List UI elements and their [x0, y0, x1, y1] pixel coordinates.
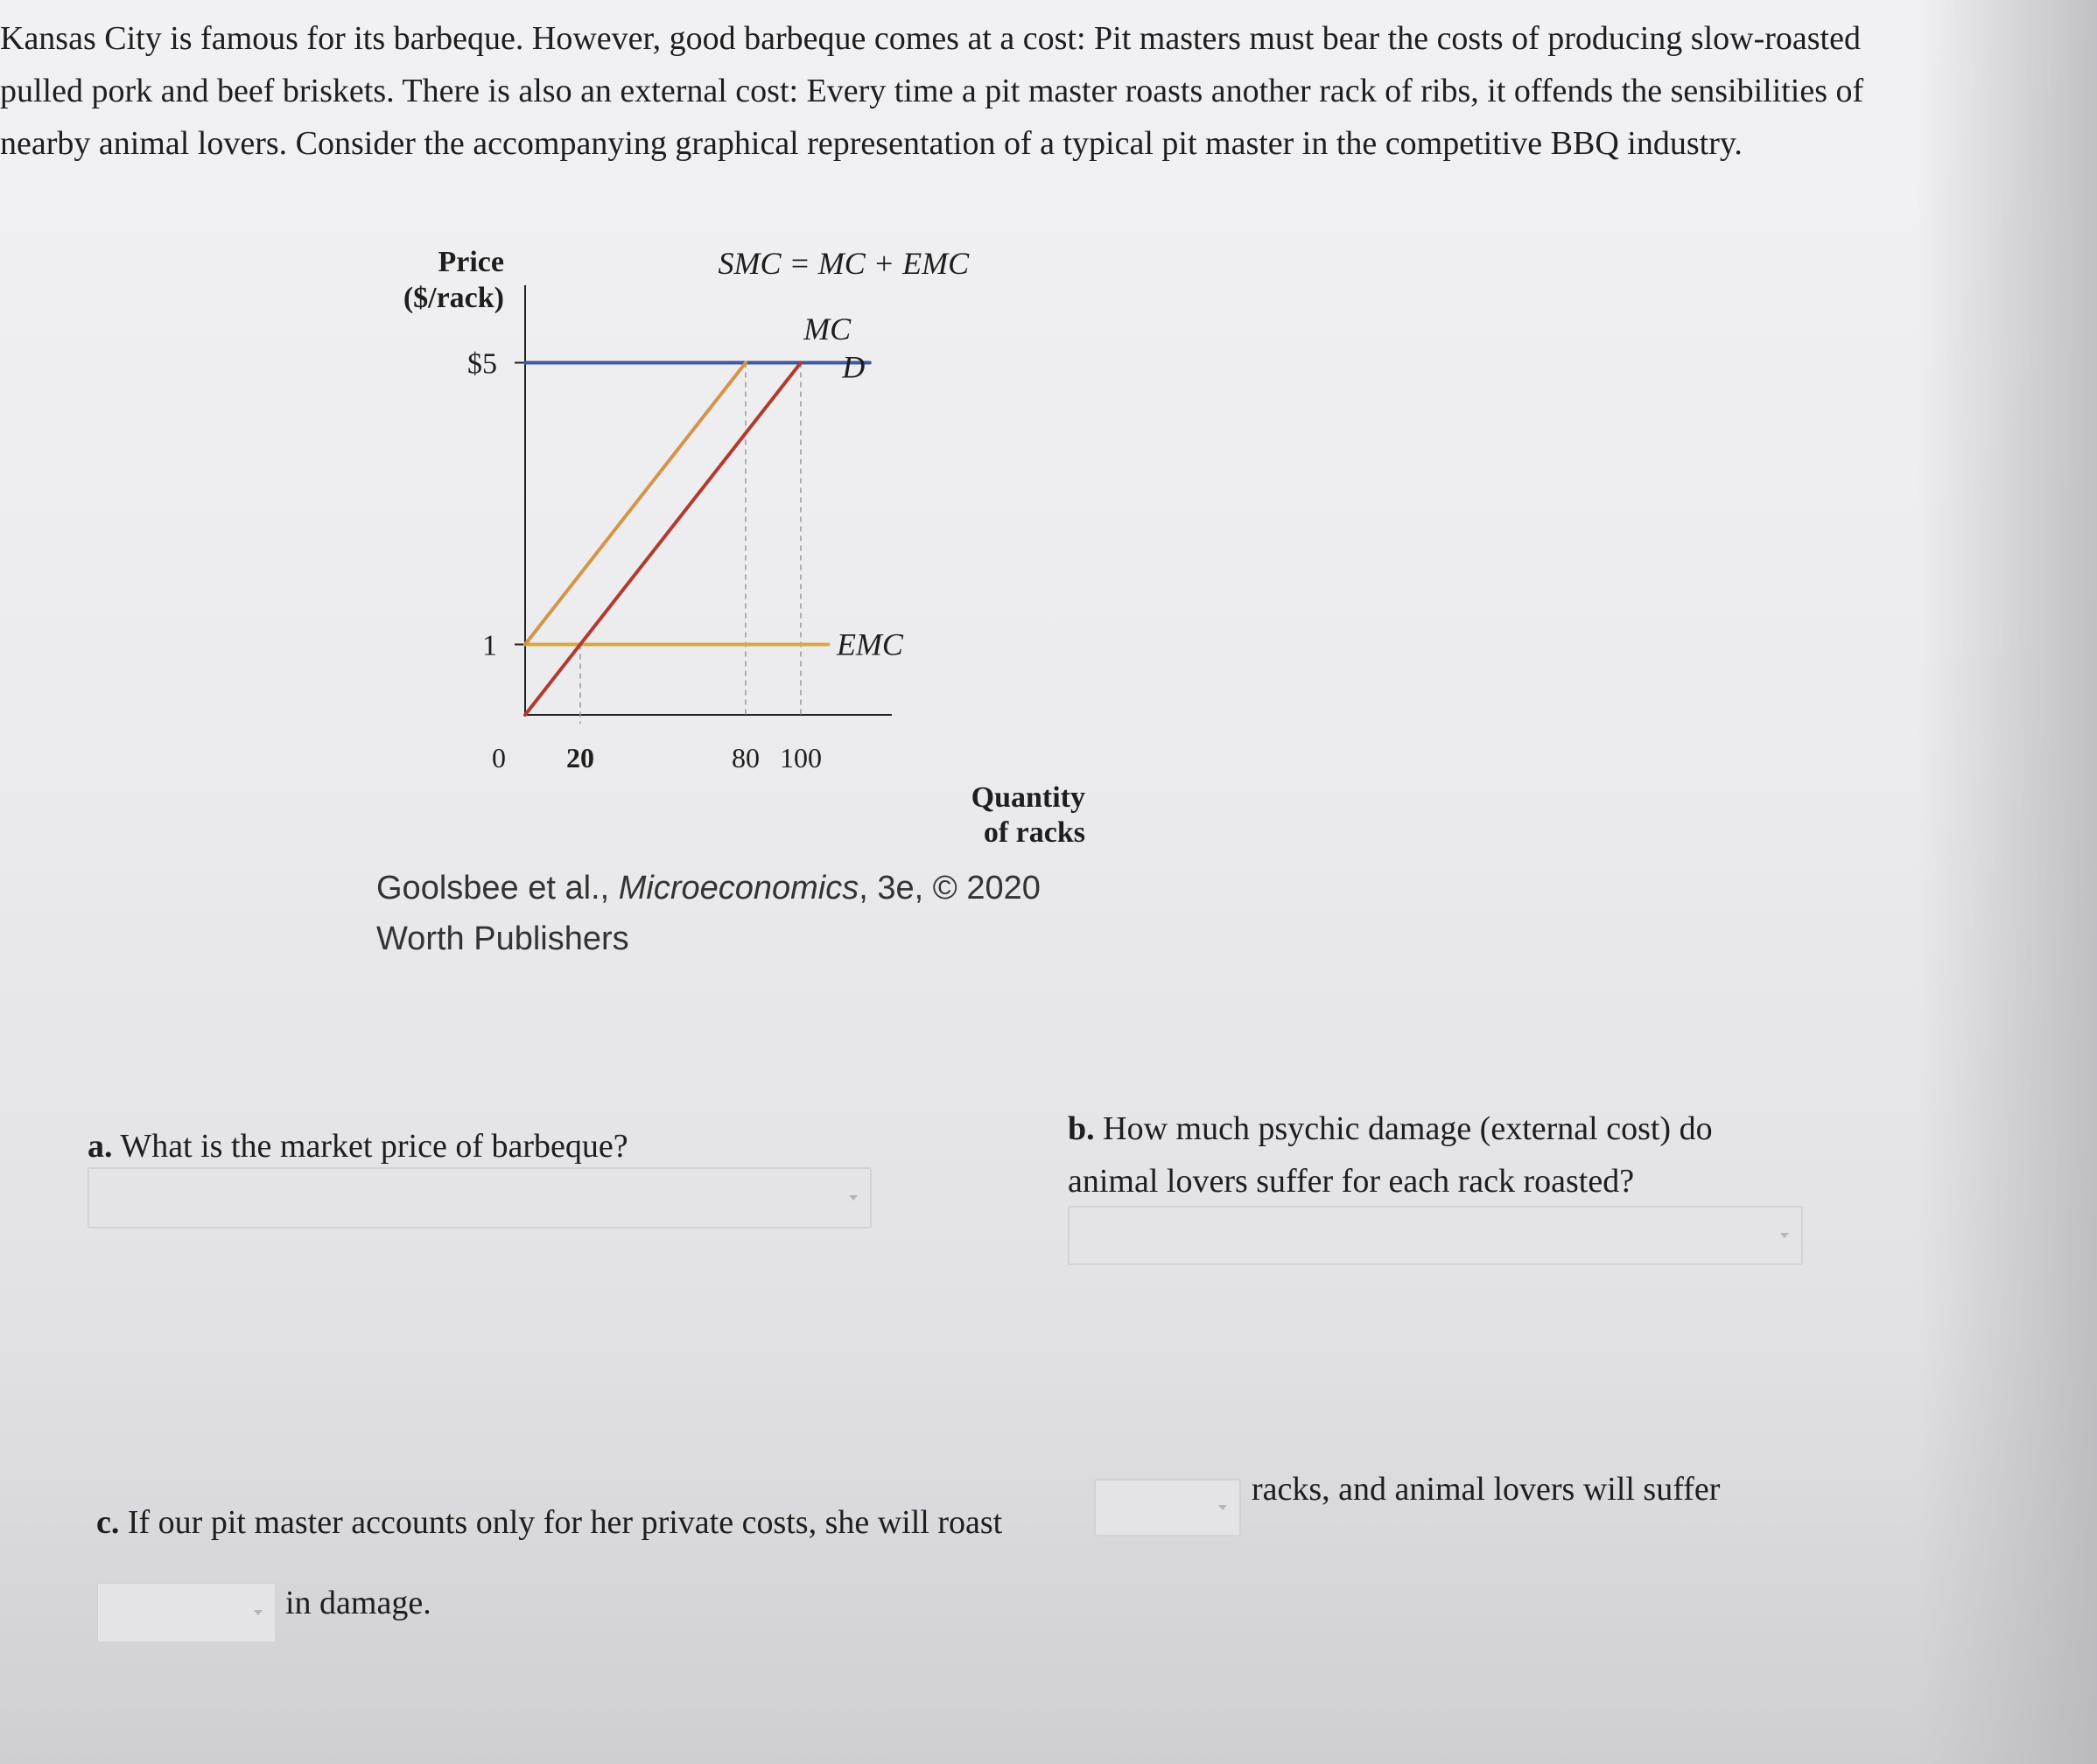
x-tick-label-80: 80	[732, 742, 760, 774]
figure-citation	[376, 863, 1041, 964]
chart-series	[525, 363, 870, 716]
label-emc: EMC	[836, 626, 903, 662]
y-axis-title-line1: Price	[438, 246, 504, 278]
y-axis-title-line2: ($/rack)	[403, 282, 504, 314]
x-tick-label-100: 100	[780, 742, 822, 774]
answer-c-damage-input[interactable]	[96, 1582, 277, 1643]
x-tick-label-20: 20	[566, 742, 594, 774]
question-b-letter: b.	[1068, 1110, 1095, 1147]
x-tick-label-0: 0	[492, 742, 506, 774]
question-a-text: What is the market price of barbeque?	[120, 1128, 628, 1165]
chart-labels	[403, 246, 1085, 849]
label-mc: MC	[803, 312, 852, 346]
citation-authors: Goolsbee et al.,	[376, 870, 619, 906]
question-b-line2: animal lovers suffer for each rack roasted?	[1068, 1163, 1635, 1200]
question-a-letter: a.	[88, 1128, 113, 1165]
y-tick-label-5: $5	[467, 347, 497, 381]
question-c-letter: c.	[96, 1504, 120, 1541]
answer-b-input[interactable]	[1068, 1206, 1803, 1265]
question-c-text3: in damage.	[285, 1585, 431, 1621]
screen-edge-shade	[1917, 0, 2097, 1764]
series-line-mc	[525, 363, 801, 716]
question-a	[88, 1120, 628, 1172]
question-c-part1	[96, 1496, 1002, 1549]
citation-publisher: Worth Publishers	[376, 920, 629, 957]
answer-c-racks-input[interactable]	[1094, 1479, 1241, 1536]
x-axis-title-line2: of racks	[983, 816, 1085, 849]
dropdown-caret-icon	[254, 1610, 263, 1615]
question-c-text1: If our pit master accounts only for her private costs, she will roast	[127, 1504, 1003, 1541]
externality-chart	[350, 245, 1120, 858]
label-smc: SMC = MC + EMC	[718, 246, 970, 281]
label-d: D	[842, 349, 866, 385]
x-axis-title-line1: Quantity	[971, 781, 1085, 814]
question-c-text2: racks, and animal lovers will suffer	[1252, 1471, 1721, 1508]
citation-book: Microeconomics	[618, 870, 859, 906]
y-tick-label-1: 1	[482, 629, 497, 662]
answer-a-input[interactable]	[88, 1167, 872, 1228]
dropdown-caret-icon	[849, 1195, 858, 1200]
dropdown-caret-icon	[1218, 1505, 1227, 1510]
question-b	[1068, 1102, 1713, 1208]
chart-axes	[515, 285, 892, 715]
citation-edition: , 3e, © 2020	[859, 870, 1041, 906]
dropdown-caret-icon	[1780, 1233, 1789, 1238]
question-b-line1: How much psychic damage (external cost) do	[1103, 1110, 1713, 1147]
chart-guides	[580, 363, 801, 724]
series-line-smc	[525, 363, 746, 645]
problem-intro: Kansas City is famous for its barbeque. However, good barbeque comes at a cost: Pit masters must bear the costs of producing slow-roasted pulled pork and beef briskets. There is also an external cost: Every time a pit master roasts another rack of ribs, it offends the sensibilities of nearby animal lovers. Consider the accompanying graphical representation of a typical pit master in the competitive BBQ industry.	[0, 20, 1864, 162]
